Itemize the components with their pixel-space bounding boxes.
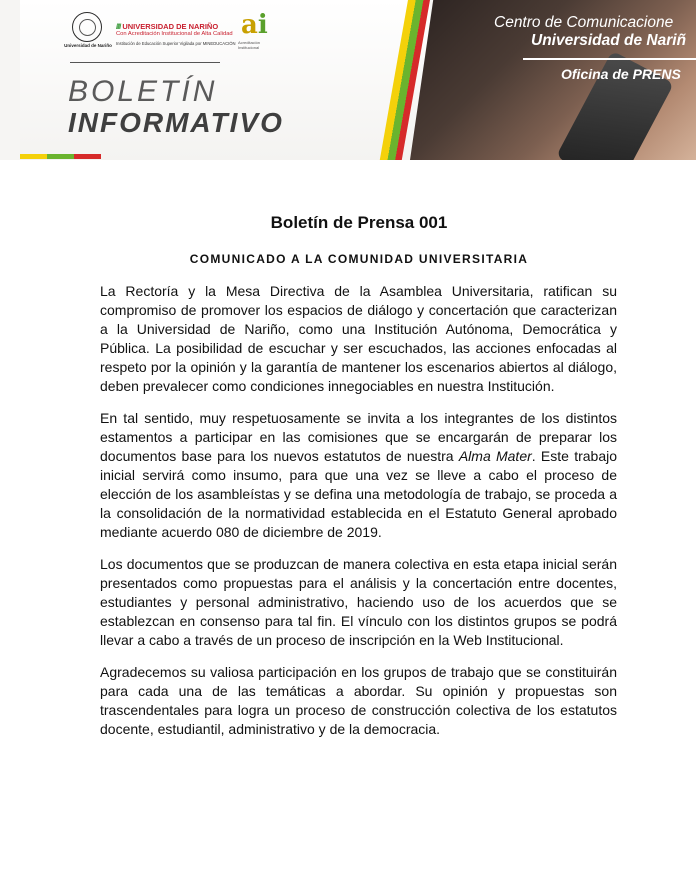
university-name	[116, 22, 218, 31]
accreditation-logo	[241, 12, 268, 38]
university-seal-icon	[72, 12, 102, 42]
paragraph-2-part-2: . Este trabajo inicial servirá como insumo, para que una vez se lleve a cabo el proceso de elección de los asambleístas y se defina una metodología de trabajo, se proceda a la consolidación de la normatividad establecida en el Estatuto General aprobado mediante acuerdo 080 de diciembre de 2019.	[100, 448, 618, 540]
paragraph-4: Agradecemos su valiosa participación en los grupos de trabajo que se constituirán para cada una de las temáticas a abordar. Su opinión y propuestas son trascendentales para logra un proceso de construcción colectiva de los estatutos docente, estudiantil, administrativo y de la democracia.	[100, 664, 617, 737]
header-banner	[0, 0, 696, 160]
accreditation-text: Con Acreditación Institucional de Alta Calidad	[116, 31, 233, 37]
photo-heading-line3: Oficina de PRENS	[561, 66, 681, 82]
color-bar-yellow	[20, 154, 47, 159]
paragraph-2	[100, 409, 617, 542]
paragraph-2-part-1: En tal sentido, muy respetuosamente se invita a los integrantes de los distintos estamentos a participar en las comisiones que se encargarán de preparar los documentos base para los nuevos estatutos de nuestra	[100, 410, 617, 464]
color-bar	[20, 154, 102, 159]
press-release-title: Boletín de Prensa 001	[270, 213, 448, 232]
ai-logo-a: a	[241, 10, 258, 40]
university-stripes: ////	[116, 22, 121, 31]
accreditation-logo-caption: Acreditación Institucional	[238, 40, 261, 50]
photo-heading-line1: Centro de Comunicacione	[494, 14, 674, 31]
alma-mater-emphasis: Alma Mater	[458, 448, 532, 464]
paragraph-3: Los documentos que se produzcan de manera colectiva en esta etapa inicial serán presentados como propuestas para el análisis y la concertación entre docentes, estudiantes y personal administrativo, haciendo uso de los acuerdos que se establezcan en consenso para tal fin. El vínculo con los distintos grupos se podrá llevar a cabo a través de un proceso de inscripción en la Web Institucional.	[100, 556, 617, 648]
ai-logo-i: i	[257, 10, 268, 40]
press-release-subtitle: COMUNICADO A LA COMUNIDAD UNIVERSITARIA	[189, 252, 529, 266]
institution-line: Institución de Educación Superior Vigilada por MINEDUCACIÓN	[116, 41, 236, 46]
paragraph-1: La Rectoría y la Mesa Directiva de la Asamblea Universitaria, ratifican su compromiso de promover los espacios de diálogo y concertación que caracterizan a la Universidad de Nariño, como una Institución Autónoma, Democrática y Pública. La posibilidad de escuchar y ser escuchados, las acciones enfocadas al respeto por la opinión y la garantía de mantener los escenarios abiertos al diálogo, deben prevalecer como condiciones innegociables en nuestra Institución.	[100, 283, 617, 394]
seal-caption: Universidad de Nariño	[64, 43, 112, 48]
banner-divider	[70, 62, 220, 63]
color-bar-green	[47, 154, 74, 159]
press-release-body	[100, 282, 617, 752]
bulletin-subtitle: INFORMATIVO	[68, 107, 284, 138]
photo-divider	[523, 58, 696, 60]
bulletin-title: BOLETÍN	[68, 75, 218, 108]
photo-heading-line2: Universidad de Nariñ	[531, 32, 687, 49]
color-bar-red	[74, 154, 101, 159]
university-name-text: UNIVERSIDAD DE NARIÑO	[122, 22, 219, 31]
